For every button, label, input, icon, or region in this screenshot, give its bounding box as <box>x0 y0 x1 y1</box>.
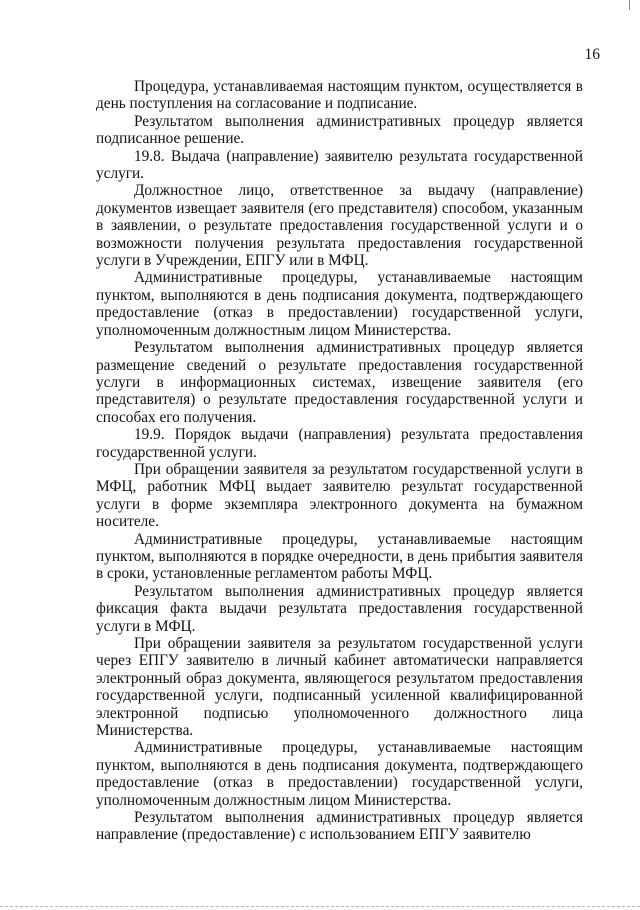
paragraph: Должностное лицо, ответственное за выдачу (направление) документов извещает заявителя (его представителя) способом, указанным в заявлении, о результате предоставления государственной услуги и о возможности получения результата предоставления государственной услуги в Учреждении, ЕПГУ или в МФЦ. <box>96 182 583 270</box>
paragraph: Результатом выполнения административных процедур является подписанное решение. <box>96 112 583 148</box>
section-heading-19-9: 19.9. Порядок выдачи (направления) результата предоставления государственной услуги. <box>96 426 583 461</box>
paragraph: При обращении заявителя за результатом государственной услуги в МФЦ, работник МФЦ выдает заявителю результат государственной услуги в форме экземпляра электронного документа на бумажном носителе. <box>96 460 583 531</box>
document-body <box>96 78 583 844</box>
paragraph-continued: Результатом выполнения административных процедур является направление (предоставление) с использованием ЕПГУ заявителю <box>96 809 583 844</box>
page-number: 16 <box>584 46 600 63</box>
paragraph: Административные процедуры, устанавливаемые настоящим пунктом, выполняются в день подписания документа, подтверждающего предоставление (отказ в предоставлении) государственной услуги, уполномоченным должностным лицом Министерства. <box>96 269 583 339</box>
paragraph: Результатом выполнения административных процедур является фиксация факта выдачи результата предоставления государственной услуги в МФЦ. <box>96 582 583 635</box>
paragraph: Процедура, устанавливаемая настоящим пунктом, осуществляется в день поступления на согласование и подписание. <box>96 78 583 113</box>
paragraph: При обращении заявителя за результатом государственной услуги через ЕПГУ заявителю в личный кабинет автоматически направляется электронный образ документа, являющегося результатом предоставления государственной услуги, подписанный усиленной квалифицированной электронной подписью уполномоченного должностного лица Министерства. <box>96 635 583 740</box>
scan-edge-line <box>0 906 640 907</box>
paragraph: Административные процедуры, устанавливаемые настоящим пунктом, выполняются в день подписания документа, подтверждающего предоставление (отказ в предоставлении) государственной услуги, уполномоченным должностным лицом Министерства. <box>96 739 583 809</box>
paragraph: Результатом выполнения административных процедур является размещение сведений о результате предоставления государственной услуги в информационных системах, извещение заявителя (его представителя) о результате предоставления государственной услуги и способах его получения. <box>96 339 583 426</box>
section-heading-19-8: 19.8. Выдача (направление) заявителю результата государственной услуги. <box>96 147 583 183</box>
paragraph: Административные процедуры, устанавливаемые настоящим пунктом, выполняются в порядке очередности, в день прибытия заявителя в сроки, установленные регламентом работы МФЦ. <box>96 530 583 583</box>
scan-corner-mark <box>629 0 630 10</box>
